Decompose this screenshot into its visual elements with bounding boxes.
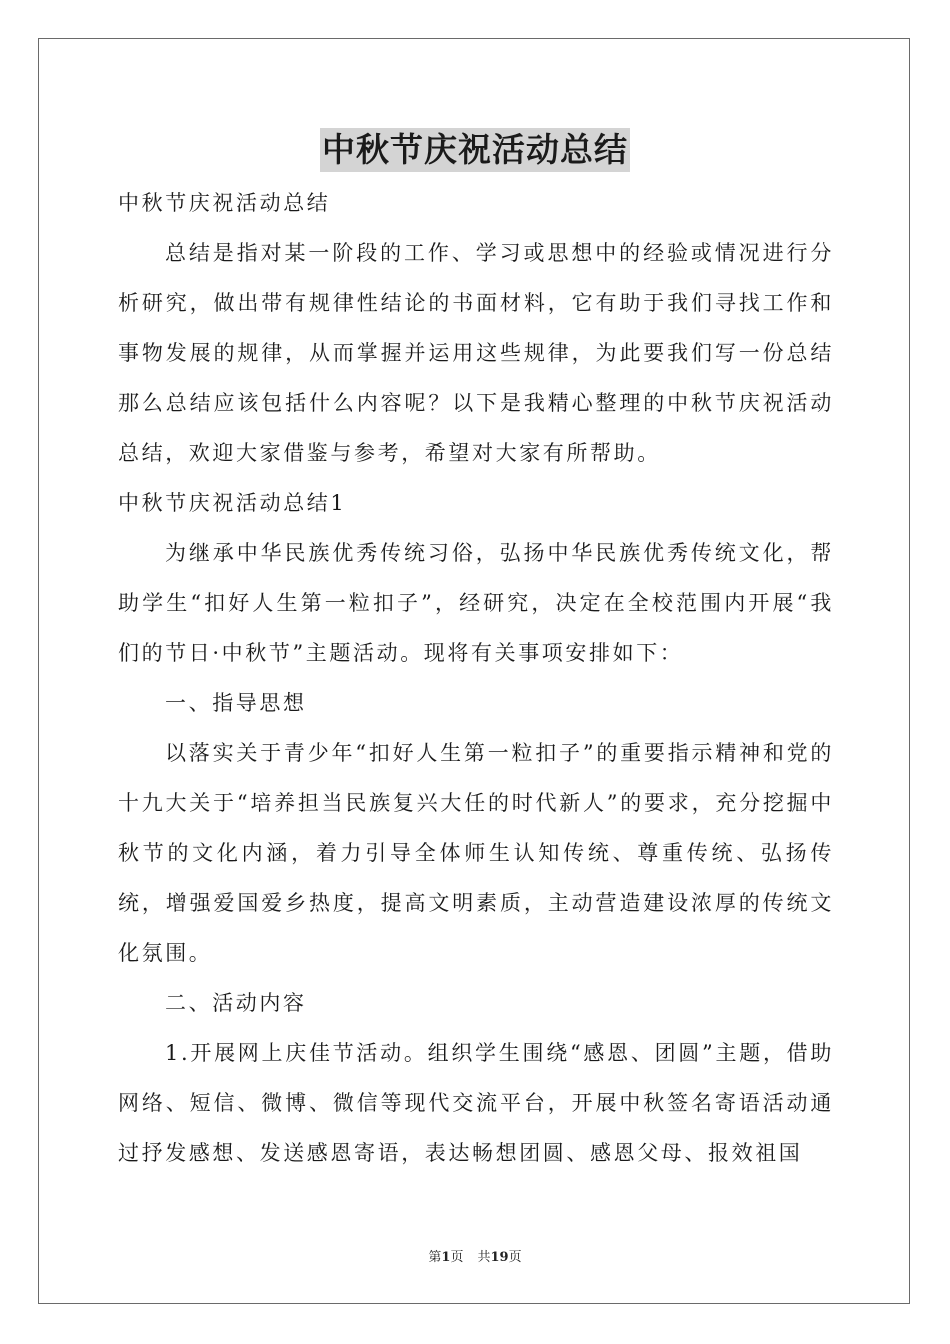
document-title: 中秋节庆祝活动总结 (320, 128, 630, 172)
section-heading: 二、活动内容 (165, 991, 307, 1015)
total-suffix: 页 (508, 1250, 522, 1265)
page-current: 1 (441, 1250, 451, 1265)
paragraph: 总结是指对某一阶段的工作、学习或思想中的经验或情况进行分析研究，做出带有规律性结论的书面材料，它有助于我们寻找工作和事物发展的规律，从而掌握并运用这些规律，为此要我们写一份总结那么总结应该包括什么内容呢？以下是我精心整理的中秋节庆祝活动总结，欢迎大家借鉴与参考，希望对大家有所帮助。 (118, 241, 834, 465)
page-prefix: 第 (428, 1250, 442, 1265)
document-body (118, 178, 834, 1178)
paragraph: 以落实关于青少年“扣好人生第一粒扣子”的重要指示精神和党的十九大关于“培养担当民族复兴大任的时代新人”的要求，充分挖掘中秋节的文化内涵，着力引导全体师生认知传统、尊重传统、弘扬传统，增强爱国爱乡热度，提高文明素质，主动营造建设浓厚的传统文化氛围。 (118, 741, 834, 965)
section-heading: 一、指导思想 (165, 691, 307, 715)
paragraph: 中秋节庆祝活动总结 (118, 191, 331, 215)
title-container (0, 128, 950, 172)
paragraph: 中秋节庆祝活动总结1 (118, 491, 347, 515)
paragraph: 1.开展网上庆佳节活动。组织学生围绕“感恩、团圆”主题，借助网络、短信、微博、微信等现代交流平台，开展中秋签名寄语活动通过抒发感想、发送感恩寄语，表达畅想团圆、感恩父母、报效祖国 (118, 1041, 834, 1165)
page-footer (0, 1250, 950, 1266)
total-prefix: 共 (477, 1250, 491, 1265)
page-total: 19 (490, 1250, 509, 1265)
page-suffix: 页 (450, 1250, 464, 1265)
paragraph: 为继承中华民族优秀传统习俗，弘扬中华民族优秀传统文化，帮助学生“扣好人生第一粒扣子”，经研究，决定在全校范围内开展“我们的节日·中秋节”主题活动。现将有关事项安排如下： (118, 541, 834, 665)
